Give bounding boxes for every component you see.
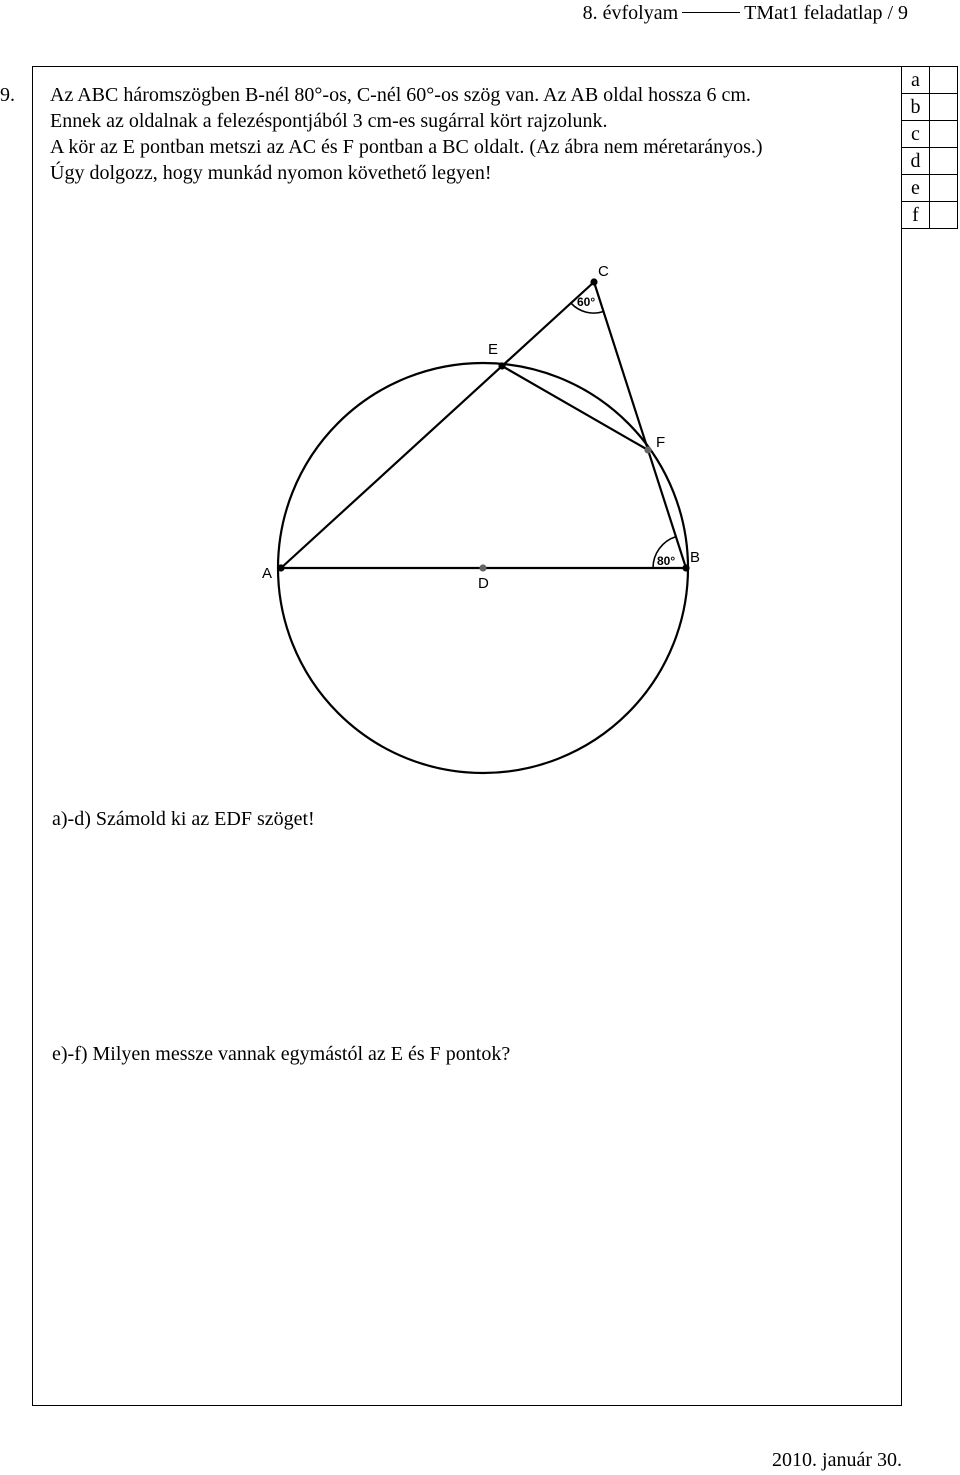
task-number: 9.	[0, 84, 15, 106]
angle-label-b: 80°	[657, 554, 676, 568]
score-label-a: a	[902, 67, 930, 94]
header-grade: 8. évfolyam	[582, 2, 679, 24]
angle-label-c: 60°	[577, 295, 596, 309]
label-e: E	[488, 341, 499, 358]
label-c: C	[598, 263, 609, 280]
label-a: A	[262, 565, 273, 582]
score-label-d: d	[902, 148, 930, 175]
label-b: B	[690, 549, 701, 566]
score-label-b: b	[902, 94, 930, 121]
segment-cb	[594, 282, 686, 568]
label-f: F	[656, 434, 666, 451]
point-f	[644, 446, 651, 453]
point-e	[498, 362, 505, 369]
point-d	[479, 564, 486, 571]
score-label-e: e	[902, 175, 930, 202]
point-b	[682, 564, 689, 571]
problem-line-4: Úgy dolgozz, hogy munkád nyomon követhető legyen!	[50, 162, 492, 184]
label-d: D	[478, 575, 489, 592]
segment-ac	[281, 282, 594, 568]
point-a	[277, 564, 284, 571]
question-e-f: e)-f) Milyen messze vannak egymástól az E és F pontok?	[52, 1043, 511, 1065]
header-series: TMat1 feladatlap / 9	[744, 2, 908, 24]
score-label-c: c	[902, 121, 930, 148]
footer-date: 2010. január 30.	[772, 1449, 902, 1471]
problem-line-2: Ennek az oldalnak a felezéspontjából 3 cm-es sugárral kört rajzolunk.	[50, 110, 608, 132]
problem-line-3: A kör az E pontban metszi az AC és F pontban a BC oldalt. (Az ábra nem méretarányos.)	[50, 136, 763, 158]
point-c	[590, 278, 597, 285]
score-label-f: f	[902, 202, 930, 229]
question-a-d: a)-d) Számold ki az EDF szöget!	[52, 808, 315, 830]
problem-line-1: Az ABC háromszögben B-nél 80°-os, C-nél 60°-os szög van. Az AB oldal hossza 6 cm.	[50, 84, 751, 106]
